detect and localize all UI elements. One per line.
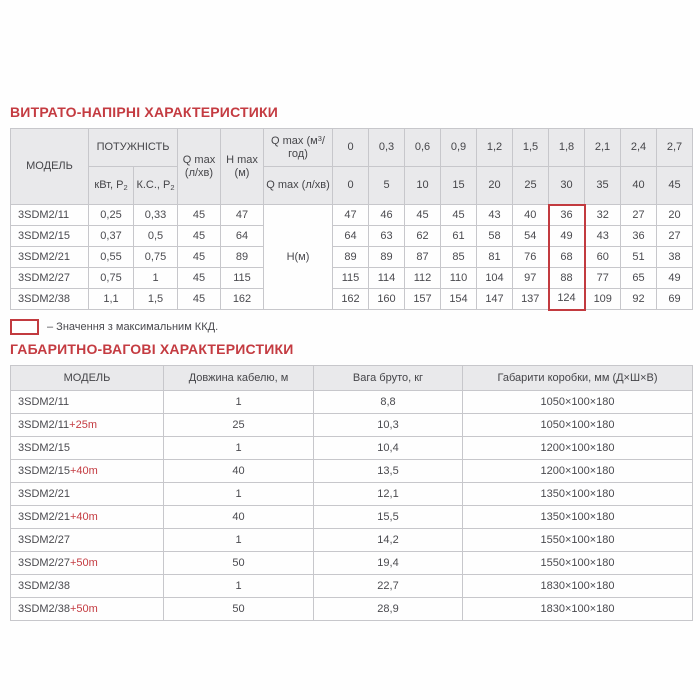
flow-table-row [11, 205, 693, 226]
hp-label: К.С., Р [136, 178, 171, 191]
flow-lmin-header: 0 [333, 167, 369, 205]
col-header-hmax: H max (м) [221, 129, 264, 205]
model-cell [11, 552, 164, 575]
box-dimensions-cell: 1350×100×180 [463, 506, 693, 529]
gross-weight-cell: 19,4 [314, 552, 463, 575]
h-value-cell: 27 [621, 205, 657, 226]
dim-table-row [11, 483, 693, 506]
h-label-cell: Н(м) [264, 205, 333, 310]
h-value-cell: 109 [585, 289, 621, 310]
gross-weight-cell: 28,9 [314, 598, 463, 621]
kw-sub: 2 [123, 182, 128, 192]
model-cell [11, 529, 164, 552]
h-value-cell: 58 [477, 226, 513, 247]
h-value-cell: 114 [369, 268, 405, 289]
model-base: 3SDM2/27 [18, 533, 70, 546]
h-value-cell: 54 [513, 226, 549, 247]
flow-head-table [10, 128, 693, 311]
model-cell [11, 575, 164, 598]
hp-cell: 0,75 [134, 247, 178, 268]
flow-lmin-header: 30 [549, 167, 585, 205]
dim-table-row [11, 414, 693, 437]
h-value-cell: 40 [513, 205, 549, 226]
qmax-m3h-sup: 3 [317, 133, 322, 143]
model-cable-suffix: +50m [69, 556, 98, 569]
dim-table-row [11, 391, 693, 414]
flow-lmin-header: 45 [657, 167, 693, 205]
flow-m3h-header: 1,5 [513, 129, 549, 167]
gross-weight-cell: 22,7 [314, 575, 463, 598]
dim-table-row [11, 460, 693, 483]
dim-table-row [11, 575, 693, 598]
model-base: 3SDM2/11 [18, 418, 70, 431]
model-cable-suffix: +25m [69, 418, 97, 431]
h-value-cell: 43 [585, 226, 621, 247]
h-value-cell: 36 [549, 205, 585, 226]
dim-col-header-model: МОДЕЛЬ [11, 366, 164, 391]
cable-length-cell: 50 [164, 598, 314, 621]
kw-cell: 0,55 [89, 247, 134, 268]
box-dimensions-cell: 1830×100×180 [463, 598, 693, 621]
h-value-cell: 32 [585, 205, 621, 226]
col-header-hp [134, 167, 178, 205]
dim-table-row [11, 552, 693, 575]
model-cell [11, 598, 164, 621]
flow-m3h-header: 1,8 [549, 129, 585, 167]
hp-cell: 0,5 [134, 226, 178, 247]
h-value-cell: 47 [333, 205, 369, 226]
h-value-cell: 89 [333, 247, 369, 268]
h-value-cell: 61 [441, 226, 477, 247]
box-dimensions-cell: 1550×100×180 [463, 529, 693, 552]
model-base: 3SDM2/21 [18, 510, 70, 523]
qmax-m3h-label-end: /год) [288, 134, 325, 160]
box-dimensions-cell: 1550×100×180 [463, 552, 693, 575]
max-efficiency-marker-icon [10, 319, 39, 335]
h-value-cell: 43 [477, 205, 513, 226]
dim-col-header-weight: Вага бруто, кг [314, 366, 463, 391]
h-value-cell: 49 [549, 226, 585, 247]
cable-length-cell: 1 [164, 391, 314, 414]
flow-table-row [11, 226, 693, 247]
qmax-cell: 45 [178, 226, 221, 247]
kw-cell: 0,75 [89, 268, 134, 289]
hp-cell: 1,5 [134, 289, 178, 310]
h-value-cell: 88 [549, 268, 585, 289]
qmax-cell: 45 [178, 268, 221, 289]
box-dimensions-cell: 1830×100×180 [463, 575, 693, 598]
gross-weight-cell: 10,4 [314, 437, 463, 460]
h-value-cell: 81 [477, 247, 513, 268]
model-cell [11, 460, 164, 483]
dim-table-row [11, 529, 693, 552]
flow-table-row [11, 268, 693, 289]
gross-weight-cell: 10,3 [314, 414, 463, 437]
flow-m3h-header: 2,1 [585, 129, 621, 167]
model-cell: 3SDM2/11 [11, 205, 89, 226]
flow-m3h-header: 0 [333, 129, 369, 167]
kw-cell: 1,1 [89, 289, 134, 310]
col-header-kw [89, 167, 134, 205]
qmax-cell: 45 [178, 205, 221, 226]
qmax-m3h-label: Q max (м [271, 134, 318, 147]
model-cable-suffix: +40m [69, 510, 98, 523]
model-base: 3SDM2/11 [18, 395, 70, 408]
gross-weight-cell: 8,8 [314, 391, 463, 414]
dim-col-header-box: Габарити коробки, мм (Д×Ш×В) [463, 366, 693, 391]
flow-lmin-header: 15 [441, 167, 477, 205]
gross-weight-cell: 15,5 [314, 506, 463, 529]
model-cell: 3SDM2/38 [11, 289, 89, 310]
h-value-cell: 69 [657, 289, 693, 310]
model-cell: 3SDM2/21 [11, 247, 89, 268]
cable-length-cell: 40 [164, 460, 314, 483]
kw-cell: 0,25 [89, 205, 134, 226]
cable-length-cell: 25 [164, 414, 314, 437]
h-value-cell: 137 [513, 289, 549, 310]
cable-length-cell: 50 [164, 552, 314, 575]
hmax-cell: 115 [221, 268, 264, 289]
legend-text: – Значення з максимальним ККД. [47, 320, 219, 333]
cable-length-cell: 1 [164, 437, 314, 460]
h-value-cell: 115 [333, 268, 369, 289]
h-value-cell: 63 [369, 226, 405, 247]
cable-length-cell: 40 [164, 506, 314, 529]
flow-lmin-header: 25 [513, 167, 549, 205]
gross-weight-cell: 14,2 [314, 529, 463, 552]
h-value-cell: 162 [333, 289, 369, 310]
h-value-cell: 64 [333, 226, 369, 247]
model-base: 3SDM2/38 [18, 579, 70, 592]
col-header-qmax-lmin: Q max (л/хв) [264, 167, 333, 205]
h-value-cell: 154 [441, 289, 477, 310]
box-dimensions-cell: 1350×100×180 [463, 483, 693, 506]
dim-col-header-cable: Довжина кабелю, м [164, 366, 314, 391]
h-value-cell: 68 [549, 247, 585, 268]
cable-length-cell: 1 [164, 529, 314, 552]
h-value-cell: 89 [369, 247, 405, 268]
hp-sub: 2 [170, 182, 175, 192]
h-value-cell: 60 [585, 247, 621, 268]
h-value-cell: 92 [621, 289, 657, 310]
hmax-cell: 64 [221, 226, 264, 247]
flow-table-row [11, 247, 693, 268]
model-cell [11, 414, 164, 437]
model-cell: 3SDM2/27 [11, 268, 89, 289]
model-cell [11, 437, 164, 460]
h-value-cell: 46 [369, 205, 405, 226]
h-value-cell: 76 [513, 247, 549, 268]
h-value-cell: 97 [513, 268, 549, 289]
hmax-cell: 47 [221, 205, 264, 226]
box-dimensions-cell: 1050×100×180 [463, 414, 693, 437]
dimensions-table [10, 365, 693, 621]
model-base: 3SDM2/15 [18, 441, 70, 454]
flow-table-row [11, 289, 693, 310]
h-value-cell: 124 [549, 289, 585, 310]
dim-table-row [11, 506, 693, 529]
h-value-cell: 85 [441, 247, 477, 268]
h-value-cell: 157 [405, 289, 441, 310]
flow-lmin-header: 5 [369, 167, 405, 205]
model-cell: 3SDM2/15 [11, 226, 89, 247]
col-header-power: ПОТУЖНІСТЬ [89, 129, 178, 167]
flow-m3h-header: 2,7 [657, 129, 693, 167]
h-value-cell: 36 [621, 226, 657, 247]
h-value-cell: 45 [405, 205, 441, 226]
h-value-cell: 27 [657, 226, 693, 247]
flow-lmin-header: 40 [621, 167, 657, 205]
dimensions-section-title: ГАБАРИТНО-ВАГОВІ ХАРАКТЕРИСТИКИ [10, 341, 294, 357]
h-value-cell: 87 [405, 247, 441, 268]
model-cell [11, 391, 164, 414]
flow-m3h-header: 0,9 [441, 129, 477, 167]
col-header-model: МОДЕЛЬ [11, 129, 89, 205]
h-value-cell: 65 [621, 268, 657, 289]
model-cable-suffix: +50m [69, 602, 98, 615]
cable-length-cell: 1 [164, 483, 314, 506]
hmax-cell: 89 [221, 247, 264, 268]
flow-lmin-header: 10 [405, 167, 441, 205]
hp-cell: 1 [134, 268, 178, 289]
flow-section-title: ВИТРАТО-НАПІРНІ ХАРАКТЕРИСТИКИ [10, 104, 279, 120]
kw-cell: 0,37 [89, 226, 134, 247]
col-header-qmax: Q max (л/хв) [178, 129, 221, 205]
model-base: 3SDM2/15 [18, 464, 70, 477]
h-value-cell: 51 [621, 247, 657, 268]
flow-lmin-header: 35 [585, 167, 621, 205]
box-dimensions-cell: 1200×100×180 [463, 437, 693, 460]
model-cell [11, 483, 164, 506]
flow-m3h-header: 0,3 [369, 129, 405, 167]
h-value-cell: 20 [657, 205, 693, 226]
qmax-cell: 45 [178, 289, 221, 310]
h-value-cell: 77 [585, 268, 621, 289]
model-cell [11, 506, 164, 529]
legend [10, 318, 692, 336]
flow-m3h-header: 1,2 [477, 129, 513, 167]
flow-section [10, 104, 692, 336]
h-value-cell: 45 [441, 205, 477, 226]
box-dimensions-cell: 1050×100×180 [463, 391, 693, 414]
h-value-cell: 49 [657, 268, 693, 289]
cable-length-cell: 1 [164, 575, 314, 598]
model-cable-suffix: +40m [69, 464, 98, 477]
hp-cell: 0,33 [134, 205, 178, 226]
flow-m3h-header: 2,4 [621, 129, 657, 167]
hmax-cell: 162 [221, 289, 264, 310]
kw-label: кВт, Р [94, 178, 124, 191]
h-value-cell: 160 [369, 289, 405, 310]
h-value-cell: 112 [405, 268, 441, 289]
model-base: 3SDM2/38 [18, 602, 70, 615]
h-value-cell: 62 [405, 226, 441, 247]
dim-table-row [11, 598, 693, 621]
model-base: 3SDM2/21 [18, 487, 70, 500]
gross-weight-cell: 12,1 [314, 483, 463, 506]
h-value-cell: 110 [441, 268, 477, 289]
qmax-cell: 45 [178, 247, 221, 268]
gross-weight-cell: 13,5 [314, 460, 463, 483]
flow-m3h-header: 0,6 [405, 129, 441, 167]
h-value-cell: 147 [477, 289, 513, 310]
flow-lmin-header: 20 [477, 167, 513, 205]
h-value-cell: 104 [477, 268, 513, 289]
model-base: 3SDM2/27 [18, 556, 70, 569]
dim-table-row [11, 437, 693, 460]
col-header-qmax-m3h [264, 129, 333, 167]
dimensions-section [10, 341, 692, 621]
box-dimensions-cell: 1200×100×180 [463, 460, 693, 483]
h-value-cell: 38 [657, 247, 693, 268]
